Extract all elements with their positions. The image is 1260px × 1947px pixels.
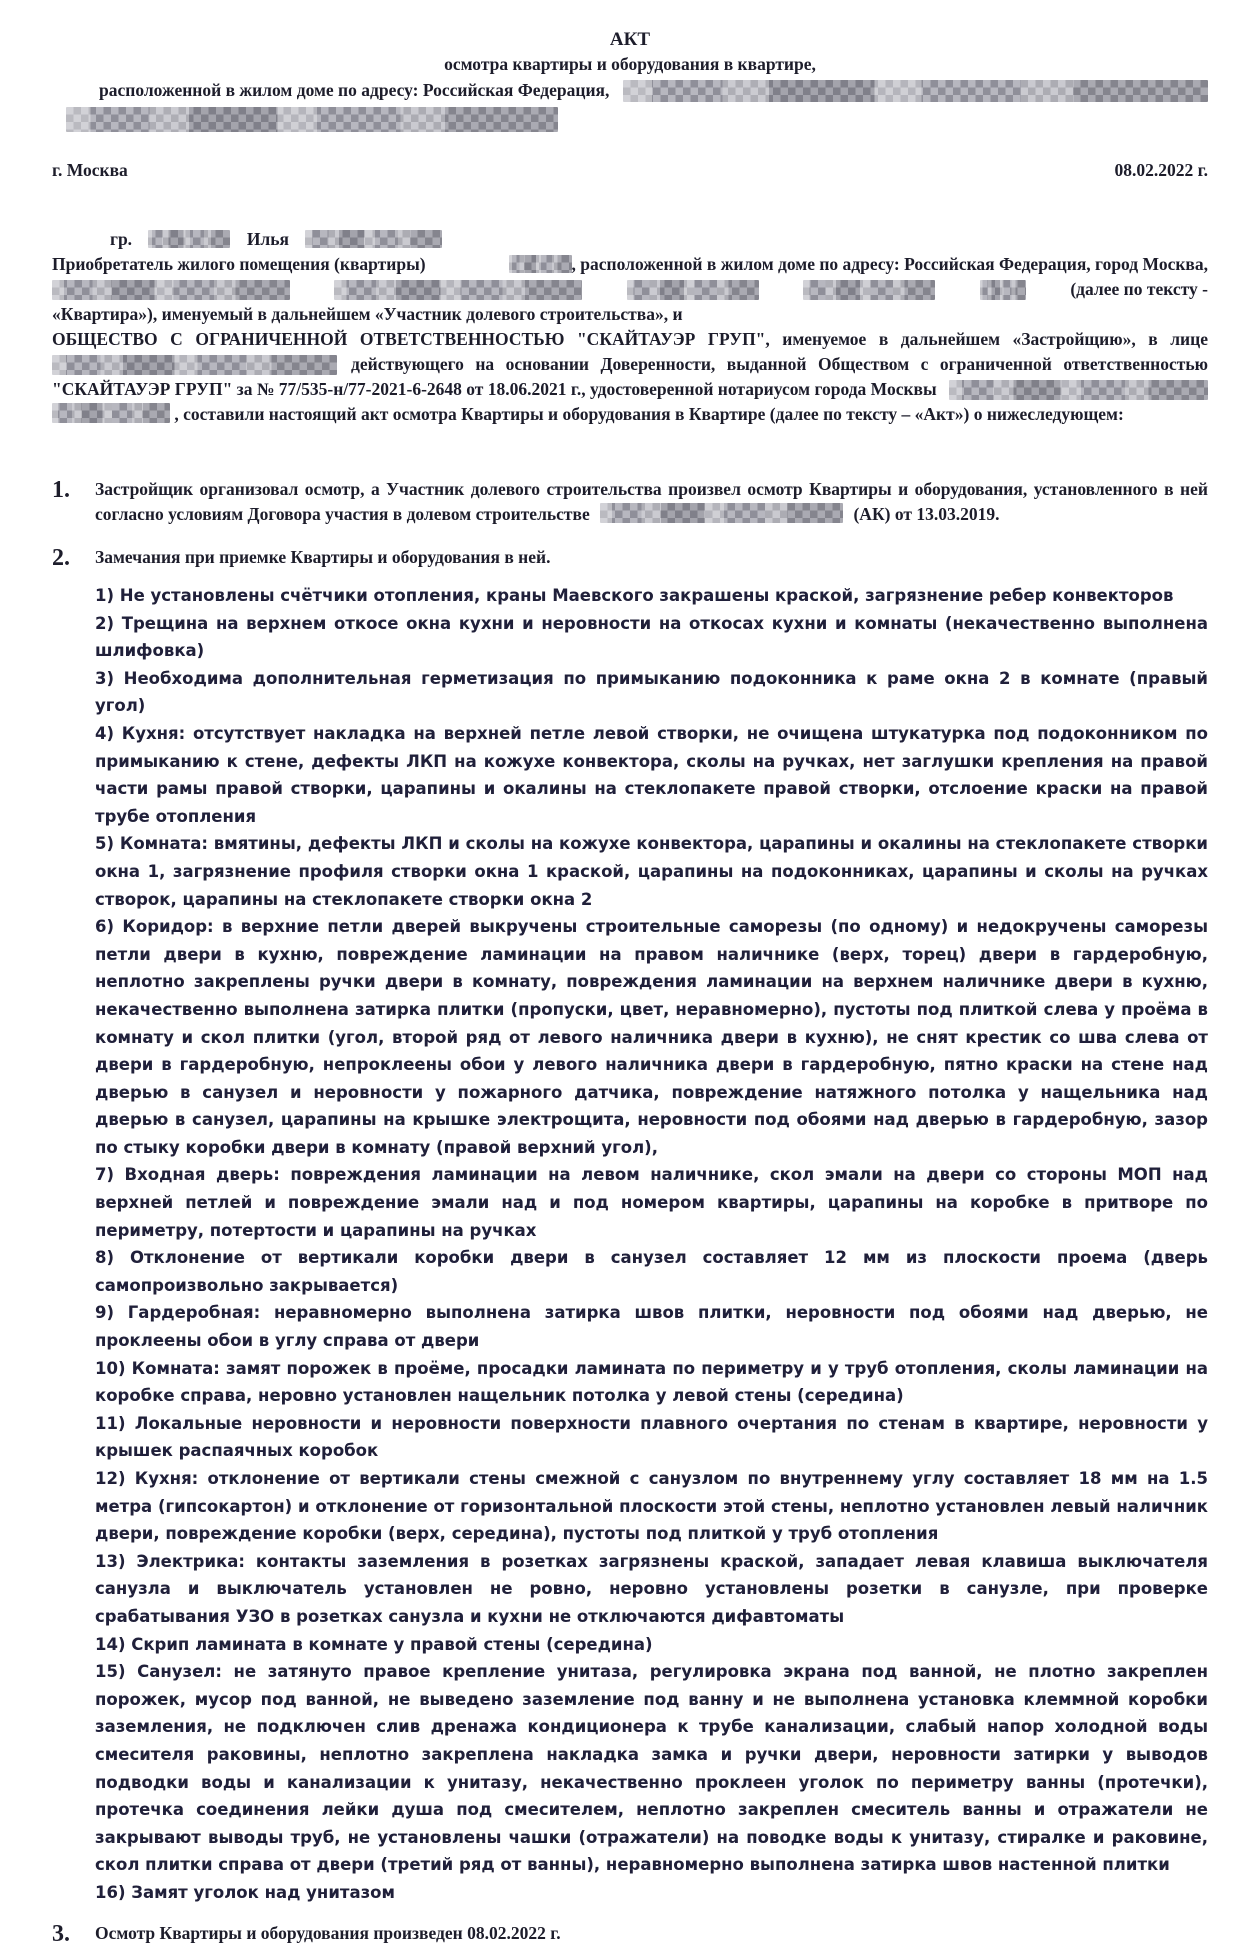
redacted-block: [52, 403, 170, 423]
item-3-text: Осмотр Квартиры и оборудования произведен 08.02.2022 г.: [95, 1922, 561, 1943]
defect-item-10: 10) Комната: замят порожек в проёме, просадки ламината по периметру и у труб отопления, сколы ламинации на коробке справа, неровно установлен нащельник потолка у левой стены (середина): [95, 1358, 1208, 1406]
redacted-block: [52, 355, 337, 375]
redacted-block: [148, 230, 230, 248]
notary-line: [52, 377, 1208, 402]
date-label: 08.02.2022 г.: [1114, 160, 1208, 180]
redacted-block: [66, 107, 558, 132]
defect-item-5: 5) Комната: вмятины, дефекты ЛКП и сколы на кожухе конвектора, царапины и окалины на стеклопакете створки окна 1, загрязнение профиля створки окна 1 краской, царапины на подоконниках, царапины и сколы на ручках створок, царапины на стеклопакете створки окна 2: [95, 834, 1208, 909]
intro-paragraph: [52, 252, 1208, 427]
redacted-block: [803, 280, 935, 300]
item-1: [52, 477, 1208, 527]
defect-item-2: 2) Трещина на верхнем откосе окна кухни и неровности на откосах кухни и комнаты (некачественно выполнена шлифовка): [95, 613, 1208, 661]
defect-item-12: 12) Кухня: отклонение от вертикали стены смежной с санузлом по внутреннему углу составляет 18 мм на 1.5 метра (гипсокартон) и отклонение от горизонтальной плоскости этой стены, неплотно установлен левый наличник двери, повреждение коробки (верх, середина), пустоты под плиткой у труб отопления: [95, 1469, 1208, 1544]
redacted-block: [627, 280, 759, 300]
address-prefix: расположенной в жилом доме по адресу: Российская Федерация,: [99, 80, 610, 100]
item-2-number: 2.: [52, 545, 70, 571]
item-2: [52, 545, 1208, 1907]
doc-subtitle: осмотра квартиры и оборудования в квартире,: [444, 54, 816, 74]
item-3-number: 3.: [52, 1920, 70, 1947]
address-line-1: [52, 78, 1208, 103]
defect-item-16: 16) Замят уголок над унитазом: [95, 1882, 395, 1902]
redacted-block: [949, 380, 1208, 400]
redacted-block: [334, 280, 582, 300]
defect-item-11: 11) Локальные неровности и неровности поверхности плавного очертания по стенам в квартире, неровности у крышек распаячных коробок: [95, 1413, 1208, 1461]
kvartira-line: «Квартира»), именуемый в дальнейшем «Участник долевого строительства», и: [52, 304, 683, 324]
defect-item-9: 9) Гардеробная: неравномерно выполнена затирка швов плитки, неровности под обоями над дверью, не проклеены обои в углу справа от двери: [95, 1303, 1208, 1351]
address-tail: (далее по тексту -: [1070, 279, 1208, 299]
buyer-line: [52, 252, 1208, 277]
doc-title: АКТ: [609, 29, 651, 50]
defect-item-8: 8) Отклонение от вертикали коробки двери в санузел составляет 12 мм из плоскости проема (дверь самопроизвольно закрывается): [95, 1248, 1208, 1295]
address-line-2: [52, 107, 1208, 134]
redacted-block: [600, 503, 843, 523]
defect-item-4: 4) Кухня: отсутствует накладка на верхней петле левой створки, не очищена штукатурка под подоконником по примыканию к стене, дефекты ЛКП на кожухе конвектора, сколы на ручках, нет заглушки крепления на правой части рамы правой створки, царапины и окалины на стеклопакете правой створки, отслоение краски на правой трубе отопления: [95, 723, 1208, 826]
gr-prefix: гр.: [110, 229, 133, 249]
redacted-block: [305, 230, 442, 248]
defect-item-13: 13) Электрика: контакты заземления в розетках загрязнены краской, западает левая клавиша выключателя санузла и выключатель установлен не ровно, неровно установлены розетки в санузле, при проверке срабатывания УЗО в розетках санузла и кухни не отключаются дифавтоматы: [95, 1551, 1208, 1626]
city-label: г. Москва: [52, 160, 128, 180]
defect-item-3: 3) Необходима дополнительная герметизация по примыканию подоконника к раме окна 2 в комнате (правый угол): [95, 668, 1208, 716]
defect-item-6: 6) Коридор: в верхние петли дверей выкручены строительные саморезы (по одному) и недокручены саморезы петли двери в кухню, повреждение ламинации на правом наличнике (верх, торец) двери в гардеробную, неплотно закреплены ручки двери в комнату, повреждения ламинации на верхнем наличнике двери в кухню, некачественно выполнена затирка плитки (пропуски, цвет, неравномерно), пустоты под плиткой слева у проёма в комнату и скол плитки (угол, второй ряд от левого наличника двери в кухню), не снят крестик со шва слева от двери в гардеробную, непроклеены обои у левого наличника двери в гардеробную, пятно краски на стене над дверью в санузел и неровности у пожарного датчика, повреждение натяжного потолка у нащельника над дверью в санузел, царапины на крышке электрощита, неровности под обоями над дверью в гардеробную, зазор по стыку коробки двери в комнату (правой верхний угол),: [95, 917, 1208, 1157]
notary-text: "СКАЙТАУЭР ГРУП" за № 77/535-н/77-2021-6-2648 от 18.06.2021 г., удостоверенной нотариусом города Москвы: [52, 379, 937, 399]
address-redacted-line: [52, 277, 1208, 302]
redacted-block: [509, 255, 572, 273]
buyer-line-start: Приобретатель жилого помещения (квартиры): [52, 254, 426, 274]
item-2-title: Замечания при приемке Квартиры и оборудования в ней.: [95, 547, 551, 567]
buyer-line-rest: , расположенной в жилом доме по адресу: Российская Федерация, город Москва,: [571, 254, 1208, 274]
items-section: [52, 477, 1208, 1947]
item-1-number: 1.: [52, 477, 70, 503]
attorney-text: действующего на основании Доверенности, выданной Обществом с ограниченной ответственностью: [351, 354, 1208, 374]
redacted-block: [623, 80, 1208, 102]
city-date-row: [52, 160, 1208, 181]
defect-item-14: 14) Скрип ламината в комнате у правой стены (середина): [95, 1634, 653, 1654]
defect-item-1: 1) Не установлены счётчики отопления, краны Маевского закрашены краской, загрязнение ребер конвекторов: [95, 586, 1174, 605]
ooo-line: ОБЩЕСТВО С ОГРАНИЧЕННОЙ ОТВЕТСТВЕННОСТЬЮ "СКАЙТАУЭР ГРУП", именуемое в дальнейшем «Застройщию», в лице: [52, 329, 1208, 349]
defect-item-7: 7) Входная дверь: повреждения ламинации на левом наличнике, скол эмали на двери со стороны МОП над верхней петлей и повреждение эмали над и под номером квартиры, царапины на коробке в притворе по периметру, потертости и царапины на ручках: [95, 1165, 1208, 1240]
attorney-line: [52, 352, 1208, 377]
citizen-line: [52, 227, 1208, 252]
item-1-text-before: Застройщик организовал осмотр, а Участник долевого строительства произвел осмотр Квартиры и оборудования, установленного в ней согласно условиям Договора участия в долевом строительстве: [95, 479, 1208, 524]
defect-item-15: 15) Санузел: не затянуто правое крепление унитаза, регулировка экрана под ванной, не плотно закреплен порожек, мусор под ванной, не выведено заземление под ванну и не выполнена установка клеммной коробки заземления, не подключен слив дренажа кондиционера к трубе канализации, слабый напор холодной воды смесителя раковины, неплотно закреплена накладка замка и ручки двери, неровности затирки у выводов подводки воды и канализации к унитазу, некачественно проклеен уголок по периметру ванны (протечки), протечка соединения лейки душа под смесителем, неплотно закреплен смеситель ванны и отражатели не закрывают выводы труб, не установлены чашки (отражатели) на поводке воды к унитазу, стиралке и раковине, скол плитки справа от двери (третий ряд от ванны), неравномерно выполнена затирка швов настенной плитки: [95, 1662, 1208, 1875]
buyer-first-name: Илья: [246, 229, 289, 249]
redacted-block: [980, 280, 1026, 300]
redacted-block: [52, 280, 290, 300]
item-1-text-after: (АК) от 13.03.2019.: [853, 504, 1000, 524]
final-intro-line: [52, 402, 1208, 427]
item-1-text: [95, 477, 1208, 527]
item-3: [52, 1921, 1208, 1947]
final-intro-text: , составили настоящий акт осмотра Квартиры и оборудования в Квартире (далее по тексту – «Акт») о нижеследующем:: [174, 404, 1124, 424]
defects-list: [95, 582, 1208, 1907]
